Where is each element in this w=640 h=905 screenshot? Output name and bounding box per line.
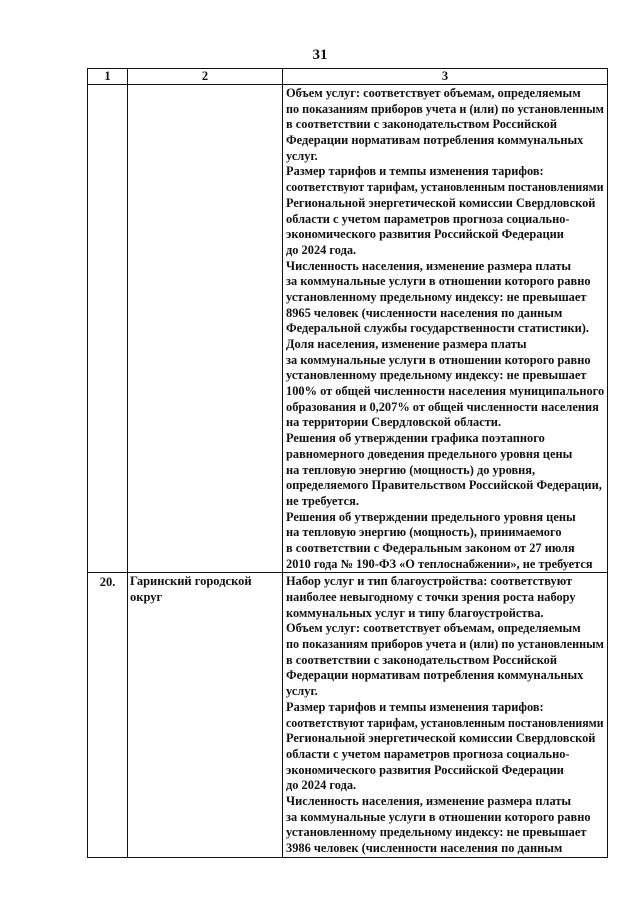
description-line: в соответствии с законодательством Российской xyxy=(286,117,558,132)
description-line: в соответствии с Федеральным законом от 27 июля xyxy=(286,540,575,555)
description-line: по показаниям приборов учета и (или) по установленным xyxy=(286,637,604,652)
page-number: 31 xyxy=(312,47,328,63)
table-row xyxy=(88,85,608,573)
description-line: области с учетом параметров прогноза социально- xyxy=(286,746,570,761)
description-line: 8965 человек (численности населения по данным xyxy=(286,305,563,320)
column-header-3: 3 xyxy=(283,69,608,85)
description-line: на территории Свердловской области. xyxy=(286,415,502,430)
table-row xyxy=(88,573,608,857)
description-line: равномерного доведения предельного уровня цены xyxy=(286,446,573,461)
row-number xyxy=(88,85,128,573)
description-line: Размер тарифов и темпы изменения тарифов: xyxy=(286,164,544,179)
description-line: образования и 0,207% от общей численности населения xyxy=(286,399,599,414)
description-line: Региональной энергетической комиссии Свердловской xyxy=(286,731,596,746)
description-line: Федерации нормативам потребления коммунальных xyxy=(286,133,584,148)
row-description xyxy=(283,85,608,573)
description-lines xyxy=(283,85,607,572)
description-line: экономического развития Российской Федерации xyxy=(286,762,564,777)
description-line: Объем услуг: соответствует объемам, определяемым xyxy=(286,621,581,636)
description-line: за коммунальные услуги в отношении которого равно xyxy=(286,274,591,289)
table-header-row xyxy=(88,69,608,85)
description-line: Решения об утверждении предельного уровня цены xyxy=(286,509,576,524)
description-line: области с учетом параметров прогноза социально- xyxy=(286,211,570,226)
description-line: Доля населения, изменение размера платы xyxy=(286,337,527,351)
description-line: за коммунальные услуги в отношении которого равно xyxy=(286,809,591,824)
description-line: Численность населения, изменение размера платы xyxy=(286,793,572,808)
description-line: 3986 человек (численности населения по данным xyxy=(286,841,563,855)
description-line: Объем услуг: соответствует объемам, определяемым xyxy=(286,86,581,100)
description-line: по показаниям приборов учета и (или) по установленным xyxy=(286,101,604,116)
description-line: коммунальных услуг и типу благоустройства. xyxy=(286,605,544,620)
description-line: Численность населения, изменение размера платы xyxy=(286,258,572,273)
description-line: за коммунальные услуги в отношении которого равно xyxy=(286,352,591,367)
description-line: Решения об утверждении графика поэтапного xyxy=(286,431,545,446)
row-number: 20. xyxy=(88,573,128,857)
description-line: соответствуют тарифам, установленным постановлениями xyxy=(286,715,604,730)
description-line: услуг. xyxy=(286,148,318,163)
municipality-name xyxy=(128,85,283,573)
row-description xyxy=(283,573,608,857)
description-line: установленному предельному индексу: не превышает xyxy=(286,368,587,383)
description-lines xyxy=(283,573,607,856)
description-line: Региональной энергетической комиссии Свердловской xyxy=(286,195,596,210)
column-header-1: 1 xyxy=(88,69,128,85)
data-table xyxy=(87,68,608,858)
description-line: до 2024 года. xyxy=(286,778,357,793)
description-line: Размер тарифов и темпы изменения тарифов: xyxy=(286,699,544,714)
description-line: в соответствии с законодательством Российской xyxy=(286,652,558,667)
description-line: услуг. xyxy=(286,684,318,699)
municipality-name: Гаринский городской округ xyxy=(128,573,283,857)
description-line: определяемого Правительством Российской Федерации, xyxy=(286,478,602,493)
description-line: экономического развития Российской Федерации xyxy=(286,227,564,242)
description-line: Федеральной службы государственности статистики). xyxy=(286,321,589,336)
description-line: 2010 года № 190-ФЗ «О теплоснабжении», не требуется xyxy=(286,556,593,571)
description-line: на тепловую энергию (мощность), принимаемого xyxy=(286,525,562,540)
description-line: не требуется. xyxy=(286,493,359,508)
description-line: на тепловую энергию (мощность) до уровня, xyxy=(286,462,536,477)
description-line: до 2024 года. xyxy=(286,242,357,257)
description-line: наиболее невыгодному с точки зрения роста набору xyxy=(286,590,576,604)
description-line: установленному предельному индексу: не превышает xyxy=(286,825,587,840)
description-line: установленному предельному индексу: не превышает xyxy=(286,289,587,304)
description-line: Набор услуг и тип благоустройства: соответствуют xyxy=(286,574,573,589)
column-header-2: 2 xyxy=(128,69,283,85)
description-line: соответствуют тарифам, установленным постановлениями xyxy=(286,180,604,195)
description-line: Федерации нормативам потребления коммунальных xyxy=(286,668,584,683)
description-line: 100% от общей численности населения муниципального xyxy=(286,384,605,399)
